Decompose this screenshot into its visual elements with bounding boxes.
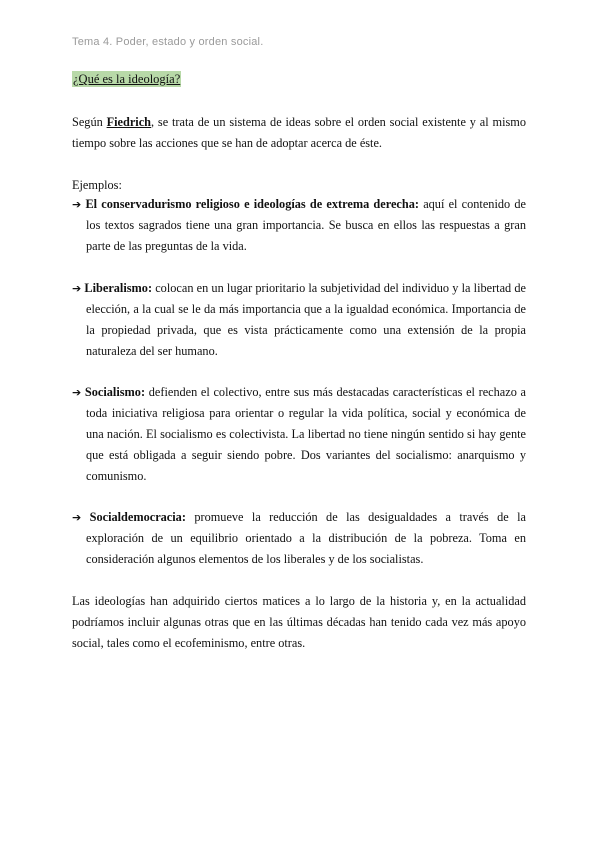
example-item-text: promueve la reducción de las desigualdades a través de la exploración de un equilibrio orientado a la distribución de la pobreza. Toma en consideración algunos elementos de los liberales y de los socialistas. bbox=[86, 510, 526, 566]
example-item-title: Socialismo: bbox=[84, 385, 146, 399]
example-item-title: El conservadurismo religioso e ideologías de extrema derecha: bbox=[85, 197, 419, 211]
author-name: Fiedrich bbox=[106, 115, 151, 129]
examples-label: Ejemplos: bbox=[72, 178, 122, 192]
intro-paragraph bbox=[72, 112, 526, 154]
arrow-bullet-icon: ➔ bbox=[72, 386, 82, 399]
example-item bbox=[72, 507, 526, 570]
closing-paragraph: Las ideologías han adquirido ciertos matices a lo largo de la historia y, en la actualidad podríamos incluir algunas otras que en las últimas décadas han tenido cada vez más apoyo social, tales como el ecofeminismo, entre otras. bbox=[72, 594, 526, 650]
section-question-heading: ¿Qué es la ideología? bbox=[73, 72, 181, 86]
example-item bbox=[72, 278, 526, 362]
arrow-bullet-icon: ➔ bbox=[72, 198, 82, 211]
example-item-title: Socialdemocracia: bbox=[89, 510, 186, 524]
arrow-bullet-icon: ➔ bbox=[72, 511, 82, 524]
example-item-text: aquí el contenido de los textos sagrados tiene una gran importancia. Se busca en ellos las respuestas a gran parte de las preguntas de la vida. bbox=[86, 197, 526, 253]
example-item-text: colocan en un lugar prioritario la subjetividad del individuo y la libertad de elección, a la cual se le da más importancia que a la igualdad económica. Importancia de la propiedad privada, que es vista prácticamente como una extensión de la propia naturaleza del ser humano. bbox=[86, 281, 526, 358]
intro-text: , se trata de un sistema de ideas sobre el orden social existente y al mismo tiempo sobre las acciones que se han de adoptar acerca de éste. bbox=[72, 115, 526, 150]
example-item-text: defienden el colectivo, entre sus más destacadas características el rechazo a toda iniciativa religiosa para orientar o regular la vida política, social y económica de una nación. El socialismo es colectivista. La libertad no tiene ningún sentido si hay gente que está obligada a seguir siendo pobre. Dos variantes del socialismo: anarquismo y comunismo. bbox=[86, 385, 527, 483]
example-item-title: Liberalismo: bbox=[84, 281, 153, 295]
arrow-bullet-icon: ➔ bbox=[72, 282, 82, 295]
running-header: Tema 4. Poder, estado y orden social. bbox=[72, 36, 264, 48]
example-item bbox=[72, 382, 526, 487]
example-item bbox=[72, 194, 526, 257]
intro-lead: Según bbox=[72, 115, 107, 129]
